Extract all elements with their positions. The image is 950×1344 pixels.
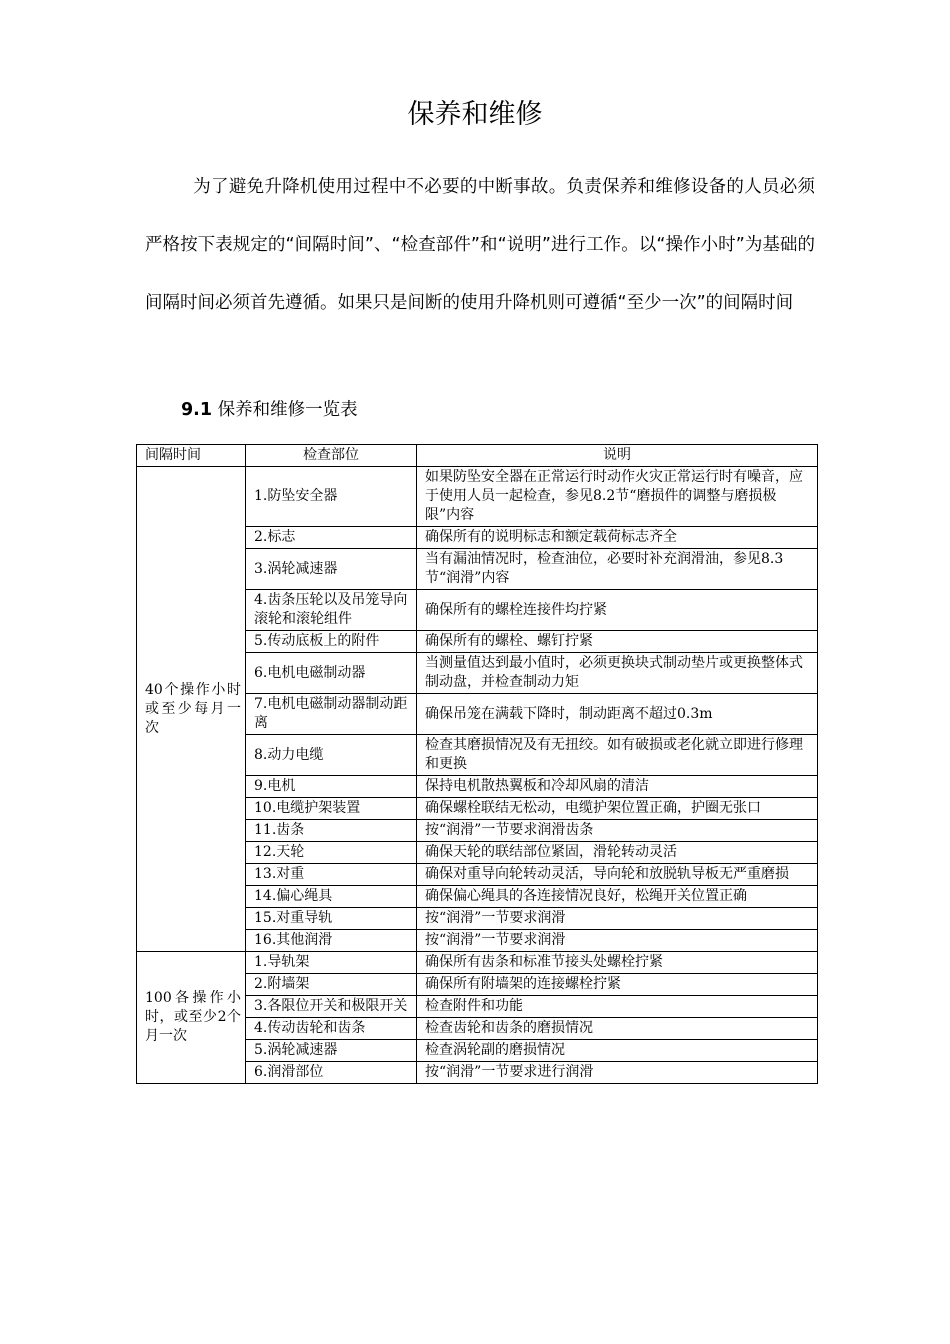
description-cell: 当测量值达到最小值时，必须更换块式制动垫片或更换整体式制动盘，并检查制动力矩	[417, 653, 818, 694]
description-cell: 确保所有的说明标志和额定载荷标志齐全	[417, 527, 818, 549]
part-cell: 1.防坠安全器	[246, 467, 417, 527]
description-cell: 当有漏油情况时，检查油位，必要时补充润滑油，参见8.3节“润滑”内容	[417, 549, 818, 590]
section-number: 9.1	[181, 400, 213, 420]
part-cell: 2.标志	[246, 527, 417, 549]
table-body	[137, 467, 818, 1084]
part-cell: 13.对重	[246, 864, 417, 886]
description-cell: 按“润滑”一节要求润滑齿条	[417, 820, 818, 842]
description-cell: 确保偏心绳具的各连接情况良好，松绳开关位置正确	[417, 886, 818, 908]
part-cell: 7.电机电磁制动器制动距离	[246, 694, 417, 735]
part-cell: 8.动力电缆	[246, 735, 417, 776]
part-cell: 3.涡轮减速器	[246, 549, 417, 590]
description-cell: 检查其磨损情况及有无扭绞。如有破损或老化就立即进行修理和更换	[417, 735, 818, 776]
description-cell: 确保所有的螺栓连接件均拧紧	[417, 590, 818, 631]
description-cell: 如果防坠安全器在正常运行时动作火灾正常运行时有噪音，应于使用人员一起检查，参见8.2节“磨损件的调整与磨损极限”内容	[417, 467, 818, 527]
page-title: 保养和维修	[407, 99, 543, 130]
part-cell: 16.其他润滑	[246, 930, 417, 952]
table-row	[137, 467, 818, 527]
description-cell: 确保吊笼在满载下降时，制动距离不超过0.3m	[417, 694, 818, 735]
table-header-row	[137, 445, 818, 467]
description-cell: 确保对重导向轮转动灵活，导向轮和放脱轨导板无严重磨损	[417, 864, 818, 886]
description-cell: 确保所有的螺栓、螺钉拧紧	[417, 631, 818, 653]
description-cell: 按“润滑”一节要求润滑	[417, 930, 818, 952]
header-interval: 间隔时间	[137, 445, 246, 467]
part-cell: 4.齿条压轮以及吊笼导向滚轮和滚轮组件	[246, 590, 417, 631]
description-cell: 保持电机散热翼板和冷却风扇的清洁	[417, 776, 818, 798]
section-title: 保养和维修一览表	[217, 400, 358, 420]
header-part: 检查部位	[246, 445, 417, 467]
description-cell: 检查附件和功能	[417, 996, 818, 1018]
part-cell: 5.传动底板上的附件	[246, 631, 417, 653]
description-cell: 按“润滑”一节要求润滑	[417, 908, 818, 930]
maintenance-table	[136, 444, 818, 1084]
part-cell: 15.对重导轨	[246, 908, 417, 930]
part-cell: 2.附墙架	[246, 974, 417, 996]
intro-text: 为了避免升降机使用过程中不必要的中断事故。负责保养和维修设备的人员必须严格按下表规定的“间隔时间”、“检查部件”和“说明”进行工作。以“操作小时”为基础的间隔时间必须首先遵循。如果只是间断的使用升降机则可遵循“至少一次”的间隔时间	[145, 177, 815, 313]
part-cell: 10.电缆护架装置	[246, 798, 417, 820]
description-cell: 按“润滑”一节要求进行润滑	[417, 1062, 818, 1084]
intro-paragraph	[145, 158, 815, 332]
part-cell: 3.各限位开关和极限开关	[246, 996, 417, 1018]
description-cell: 检查齿轮和齿条的磨损情况	[417, 1018, 818, 1040]
description-cell: 确保所有附墙架的连接螺栓拧紧	[417, 974, 818, 996]
part-cell: 14.偏心绳具	[246, 886, 417, 908]
table-row	[137, 952, 818, 974]
section-heading	[181, 395, 358, 425]
interval-cell: 40个操作小时或至少每月一次	[137, 467, 246, 952]
description-cell: 确保天轮的联结部位紧固，滑轮转动灵活	[417, 842, 818, 864]
description-cell: 确保所有齿条和标准节接头处螺栓拧紧	[417, 952, 818, 974]
description-cell: 检查涡轮副的磨损情况	[417, 1040, 818, 1062]
interval-cell: 100各操作小时，或至少2个月一次	[137, 952, 246, 1084]
header-description: 说明	[417, 445, 818, 467]
description-cell: 确保螺栓联结无松动，电缆护架位置正确，护圈无张口	[417, 798, 818, 820]
part-cell: 9.电机	[246, 776, 417, 798]
part-cell: 4.传动齿轮和齿条	[246, 1018, 417, 1040]
part-cell: 12.天轮	[246, 842, 417, 864]
part-cell: 11.齿条	[246, 820, 417, 842]
part-cell: 6.电机电磁制动器	[246, 653, 417, 694]
part-cell: 6.润滑部位	[246, 1062, 417, 1084]
part-cell: 1.导轨架	[246, 952, 417, 974]
part-cell: 5.涡轮减速器	[246, 1040, 417, 1062]
